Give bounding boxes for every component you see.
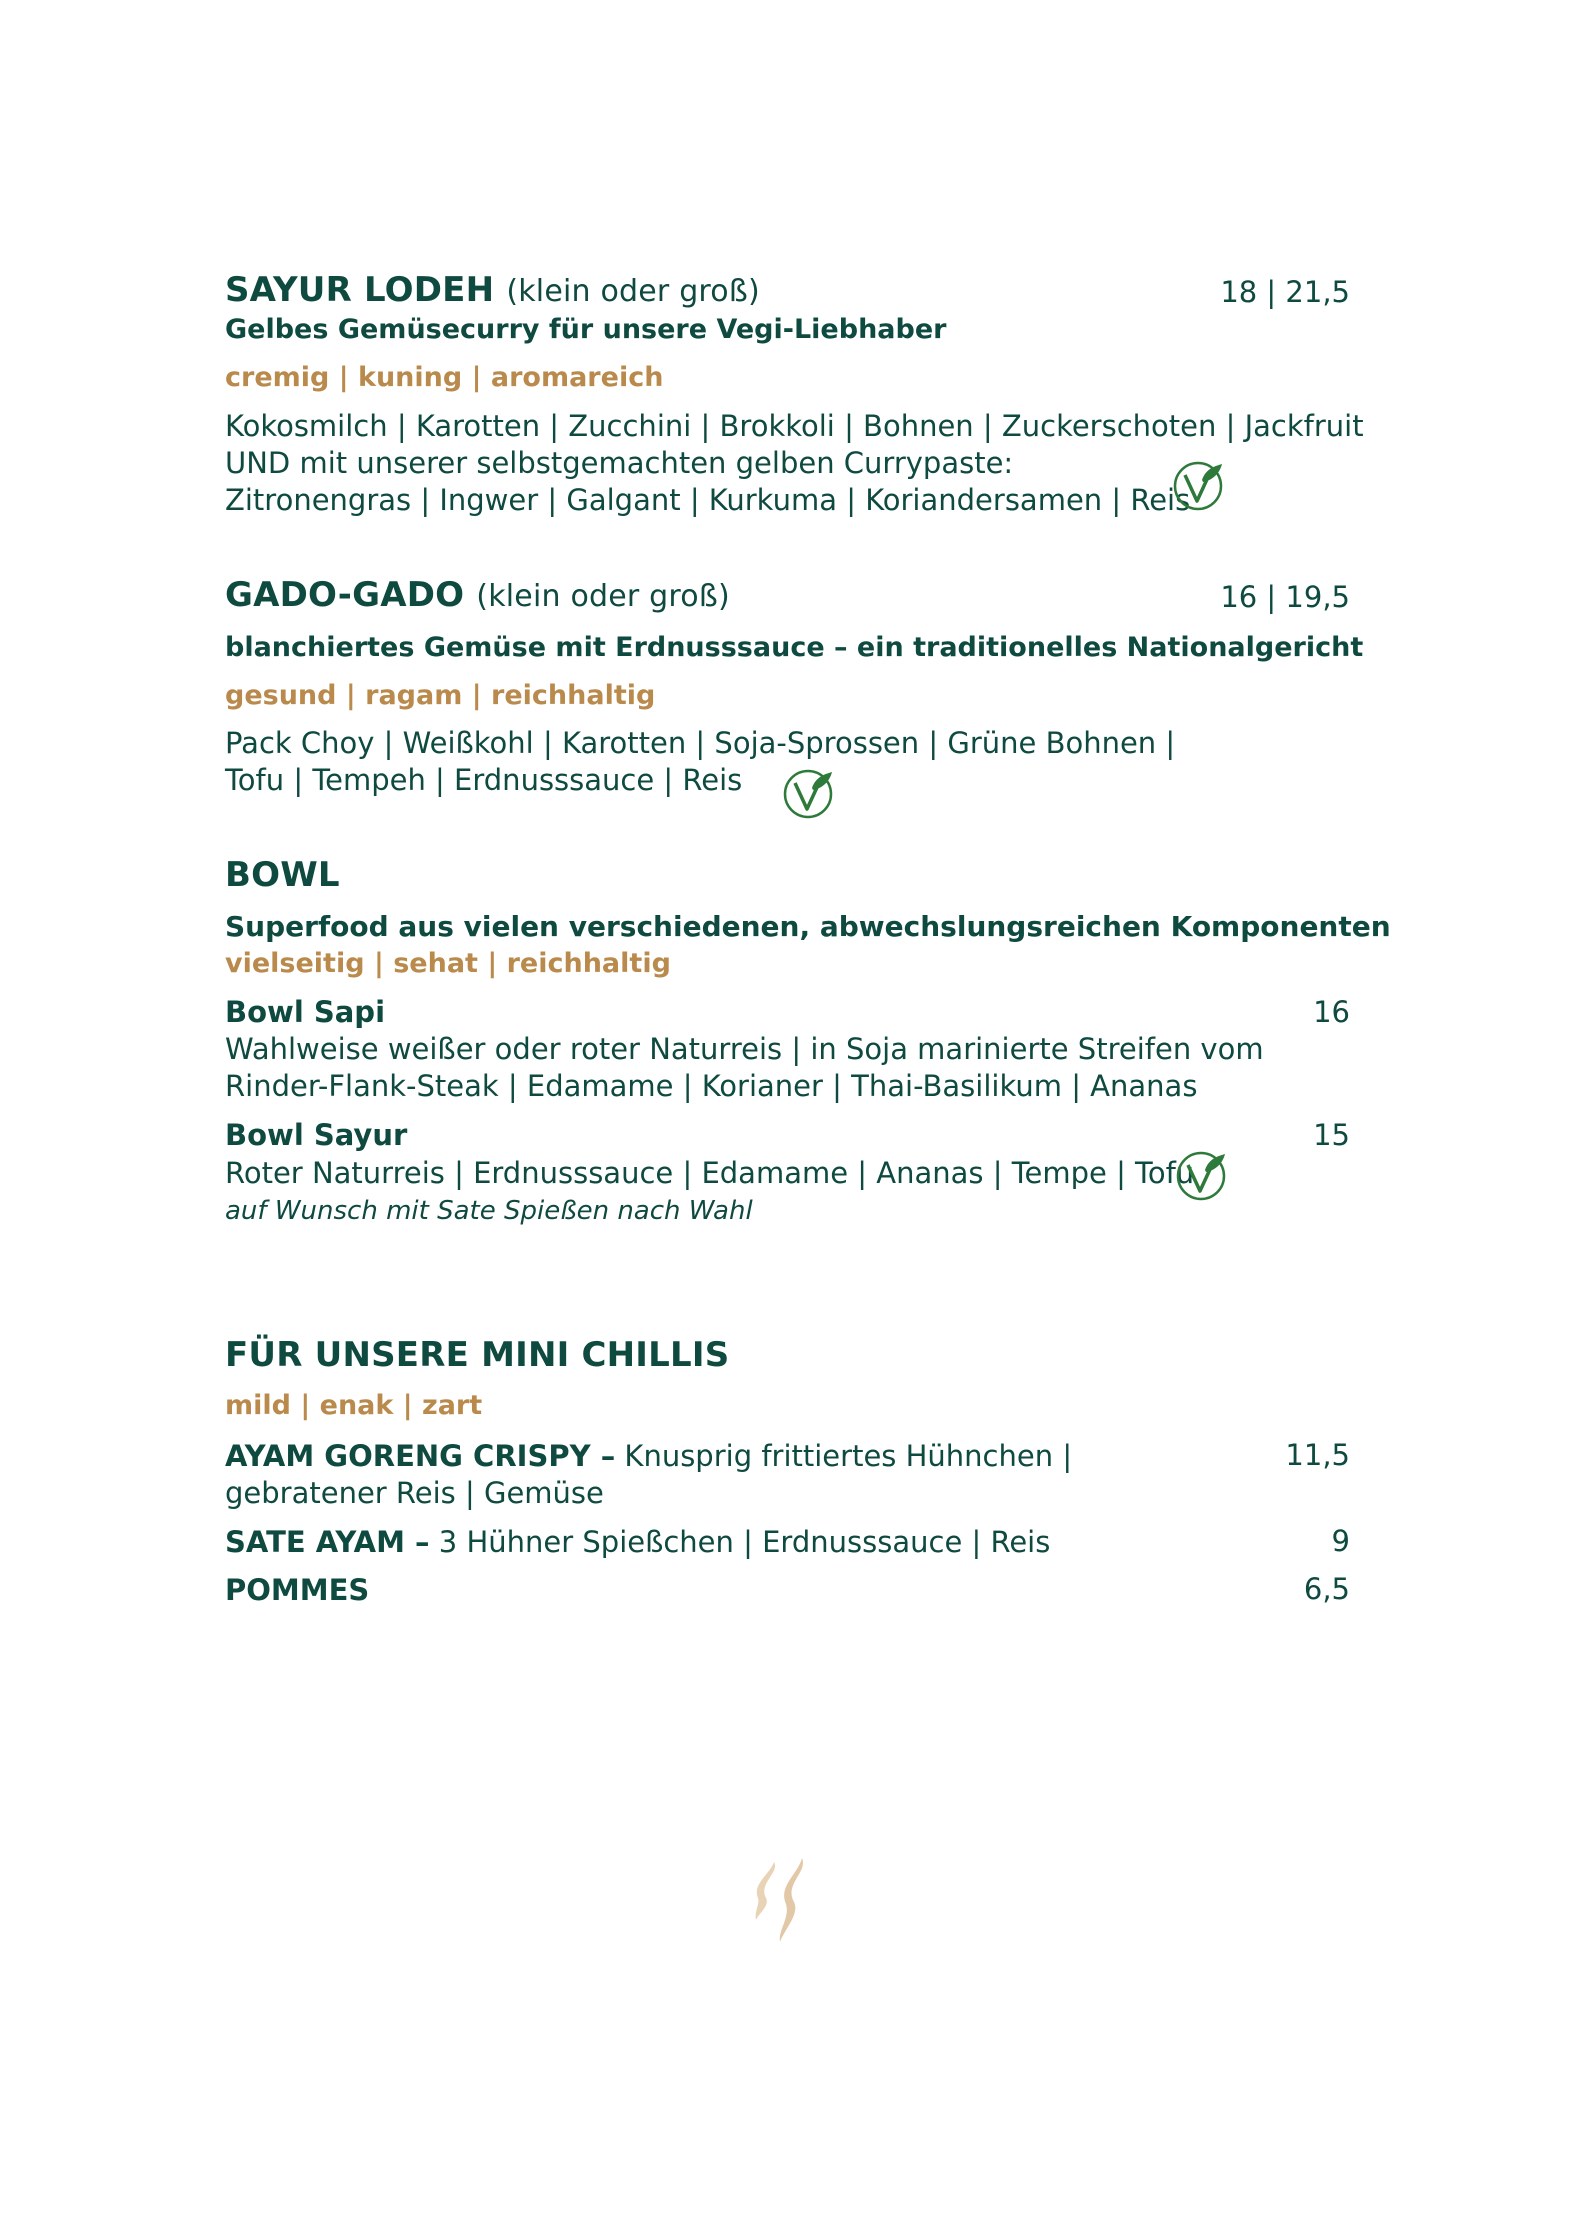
sate-ayam-name: SATE AYAM –: [225, 1525, 430, 1559]
ingredients-line: Wahlweise weißer oder roter Naturreis | in Soja marinierte Streifen vom: [225, 1032, 1264, 1066]
size-note: (klein oder groß): [476, 579, 730, 614]
ingredients-line: UND mit unserer selbstgemachten gelben Currypaste:: [225, 446, 1014, 480]
ingredients-line: Pack Choy | Weißkohl | Karotten | Soja-Sprossen | Grüne Bohnen |: [225, 726, 1176, 760]
ayam-goreng-item: [225, 1438, 1072, 1512]
sayur-lodeh-price: 18 | 21,5: [1220, 275, 1350, 309]
vegan-icon: [782, 766, 836, 820]
ingredients-line: Tofu | Tempeh | Erdnusssauce | Reis: [225, 763, 743, 797]
bowl-tags: vielseitig | sehat | reichhaltig: [225, 948, 671, 979]
mini-chillis-tags: mild | enak | zart: [225, 1390, 483, 1421]
pommes-name: POMMES: [225, 1573, 370, 1607]
dish-name: GADO-GADO: [225, 575, 465, 615]
bowl-title: BOWL: [225, 855, 340, 895]
gado-gado-tags: gesund | ragam | reichhaltig: [225, 680, 656, 711]
gado-gado-ingredients: [225, 725, 1175, 799]
sate-ayam-desc: 3 Hühner Spießchen | Erdnusssauce | Reis: [429, 1525, 1051, 1559]
pommes-price: 6,5: [1303, 1572, 1350, 1606]
ayam-goreng-name: AYAM GORENG CRISPY –: [225, 1439, 616, 1473]
gado-gado-title: [225, 575, 730, 615]
bowl-sapi-name: Bowl Sapi: [225, 995, 386, 1029]
vegan-icon: [1172, 458, 1226, 512]
gado-gado-subtitle: blanchiertes Gemüse mit Erdnusssauce – ein traditionelles Nationalgericht: [225, 632, 1364, 663]
gado-gado-price: 16 | 19,5: [1220, 580, 1350, 614]
ingredients-line: Rinder-Flank-Steak | Edamame | Korianer | Thai-Basilikum | Ananas: [225, 1069, 1198, 1103]
bowl-subtitle: Superfood aus vielen verschiedenen, abwechslungsreichen Komponenten: [225, 910, 1391, 943]
mini-chillis-title: FÜR UNSERE MINI CHILLIS: [225, 1335, 730, 1375]
vegan-icon: [1175, 1148, 1229, 1202]
ayam-goreng-price: 11,5: [1285, 1438, 1350, 1472]
dish-name: SAYUR LODEH: [225, 270, 495, 310]
ingredients-line: Zitronengras | Ingwer | Galgant | Kurkuma | Koriandersamen | Reis: [225, 483, 1191, 517]
ayam-goreng-desc: Knusprig frittiertes Hühnchen |: [615, 1439, 1073, 1473]
bowl-sayur-name: Bowl Sayur: [225, 1118, 408, 1152]
size-note: (klein oder groß): [506, 274, 760, 309]
sayur-lodeh-title: [225, 270, 760, 310]
bowl-sapi-ingredients: [225, 1031, 1264, 1105]
bowl-sayur-ingredients: Roter Naturreis | Erdnusssauce | Edamame | Ananas | Tempe | Tofu: [225, 1156, 1195, 1190]
steam-logo-icon: [750, 1858, 820, 1944]
sayur-lodeh-subtitle: Gelbes Gemüsecurry für unsere Vegi-Liebhaber: [225, 314, 947, 345]
bowl-sayur-note: auf Wunsch mit Sate Spießen nach Wahl: [225, 1196, 753, 1226]
bowl-sapi-price: 16: [1313, 995, 1350, 1029]
ayam-goreng-desc-line2: gebratener Reis | Gemüse: [225, 1476, 604, 1510]
ingredients-line: Kokosmilch | Karotten | Zucchini | Brokkoli | Bohnen | Zuckerschoten | Jackfruit: [225, 409, 1364, 443]
sayur-lodeh-tags: cremig | kuning | aromareich: [225, 362, 664, 393]
bowl-sayur-price: 15: [1313, 1118, 1350, 1152]
sate-ayam-price: 9: [1331, 1524, 1350, 1558]
sate-ayam-item: [225, 1524, 1050, 1561]
